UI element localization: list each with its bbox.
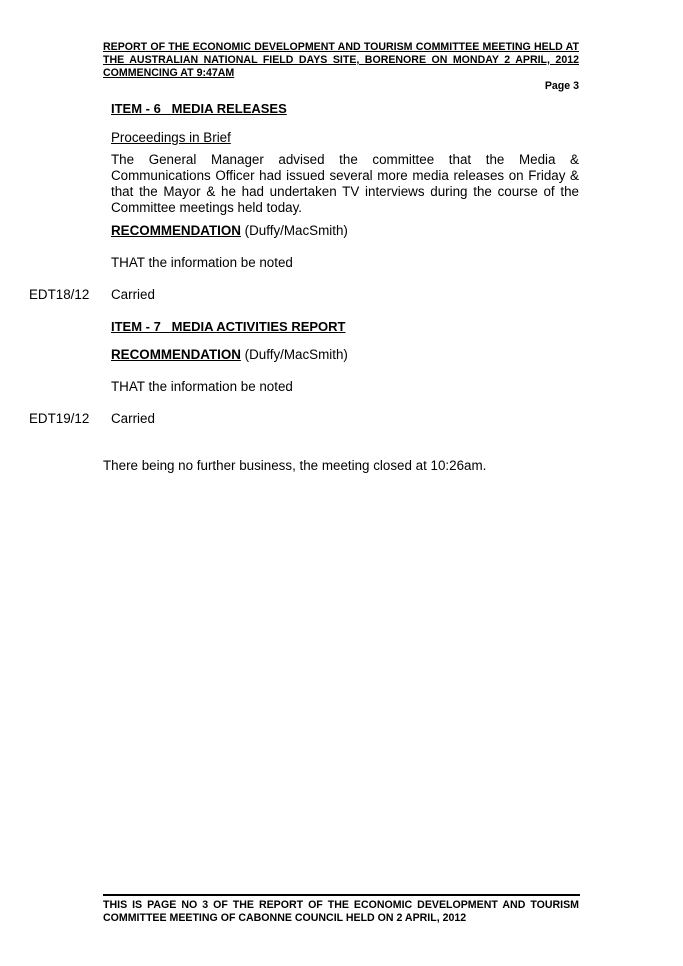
item-6-resolution-number: EDT18/12 [29,287,90,302]
item-6-body: The General Manager advised the committee that the Media & Communications Officer had issued several more media releases on Friday & that the Mayor & he had undertaken TV interviews during the course of the Committee meetings held today. [111,152,579,215]
page-footer: THIS IS PAGE NO 3 OF THE REPORT OF THE ECONOMIC DEVELOPMENT AND TOURISM COMMITTEE MEETING OF CABONNE COUNCIL HELD ON 2 APRIL, 2012 [103,899,579,924]
footer-divider [103,894,580,896]
item-7-recommendation [111,347,348,363]
closing-statement: There being no further business, the meeting closed at 10:26am. [103,458,487,473]
recommendation-label: RECOMMENDATION [111,347,241,362]
item-7-heading: ITEM - 7 MEDIA ACTIVITIES REPORT [111,319,346,334]
report-header: REPORT OF THE ECONOMIC DEVELOPMENT AND TOURISM COMMITTEE MEETING HELD AT THE AUSTRALIAN NATIONAL FIELD DAYS SITE, BORENORE ON MONDAY 2 APRIL, 2012 COMMENCING AT 9:47AM [103,41,579,79]
recommendation-movers: (Duffy/MacSmith) [244,223,348,238]
page-number: Page 3 [544,80,579,92]
item-6-resolution: THAT the information be noted [111,255,293,270]
item-6-heading: ITEM - 6 MEDIA RELEASES [111,101,287,116]
recommendation-label: RECOMMENDATION [111,223,241,238]
item-6-outcome: Carried [111,287,155,302]
item-7-resolution-number: EDT19/12 [29,411,90,426]
recommendation-movers: (Duffy/MacSmith) [244,347,348,362]
item-6-subheading: Proceedings in Brief [111,130,231,145]
item-6-recommendation [111,223,348,239]
item-7-resolution: THAT the information be noted [111,379,293,394]
item-7-outcome: Carried [111,411,155,426]
